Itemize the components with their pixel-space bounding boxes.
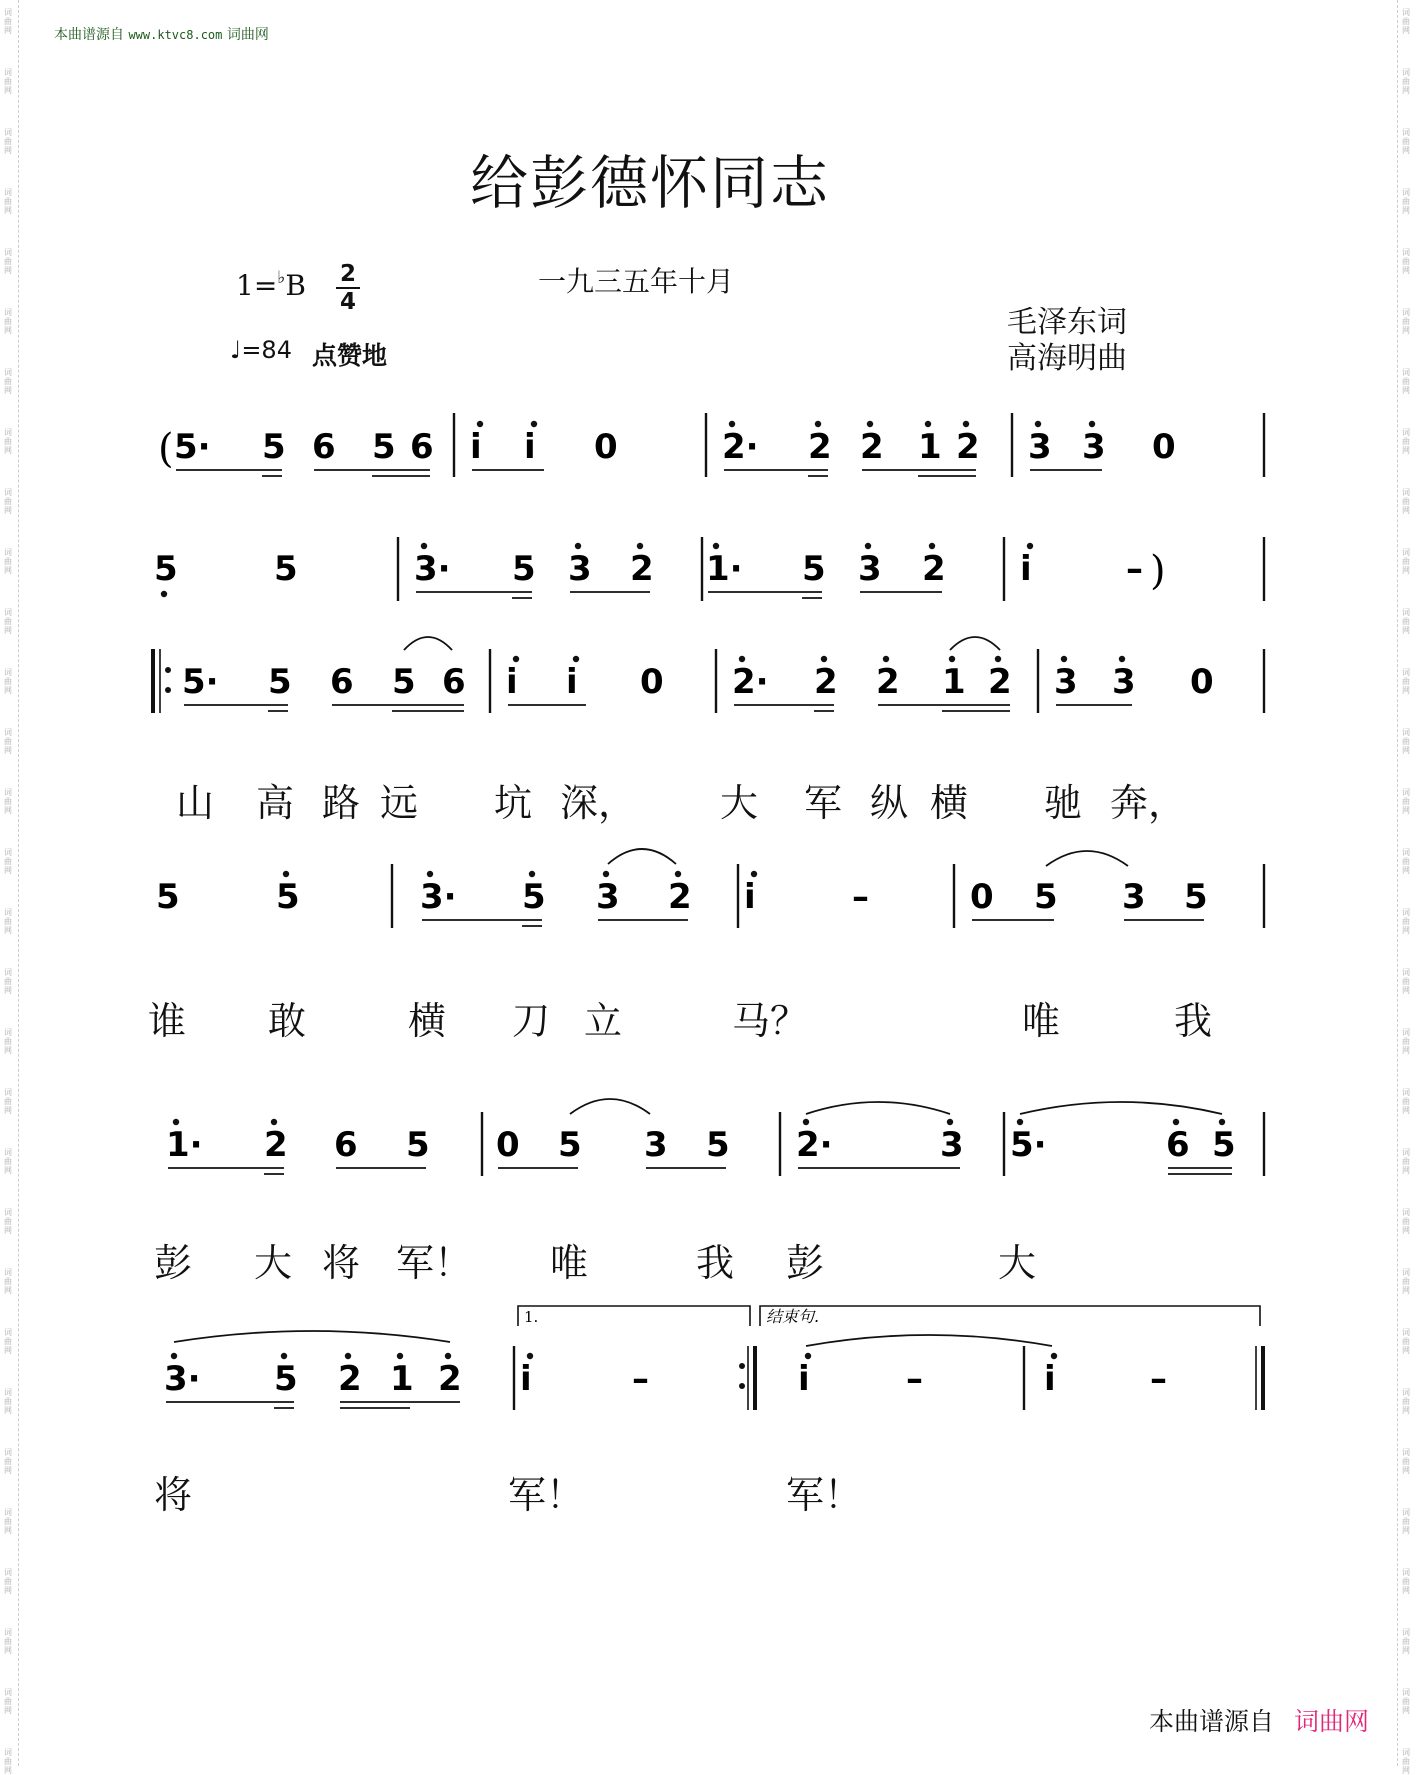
- high-octave-dot: [271, 1119, 277, 1125]
- watermark-text: 词 曲 网: [4, 68, 12, 95]
- lyric-char: 横: [408, 999, 447, 1043]
- dash: –: [906, 1359, 923, 1399]
- date: 一九三五年十月: [538, 265, 735, 298]
- lyric-char: 路: [322, 781, 361, 825]
- lyric-char: 马？: [732, 999, 809, 1043]
- dash: –: [1126, 549, 1143, 589]
- note: 2·: [722, 427, 759, 467]
- note: 0: [970, 877, 994, 917]
- note: i: [798, 1359, 810, 1399]
- slur: [1046, 851, 1128, 866]
- high-octave-dot: [445, 1353, 451, 1359]
- note: 3: [644, 1125, 668, 1165]
- watermark-text: 词 曲 网: [1402, 668, 1410, 695]
- watermark-text: 词 曲 网: [1402, 1208, 1410, 1235]
- note: 0: [640, 662, 664, 702]
- watermark-text: 词 曲 网: [1402, 608, 1410, 635]
- watermark-text: 词 曲 网: [1402, 488, 1410, 515]
- note: 5: [1184, 877, 1208, 917]
- slur: [404, 637, 452, 650]
- watermark-text: 词 曲 网: [1402, 1328, 1410, 1355]
- key-note: B: [285, 269, 306, 302]
- note: 5: [512, 549, 536, 589]
- high-octave-dot: [1219, 1119, 1225, 1125]
- volta-1-bracket: [518, 1306, 750, 1326]
- note: 5·: [174, 427, 211, 467]
- note: 5·: [1010, 1125, 1047, 1165]
- watermark-text: 词 曲 网: [4, 548, 12, 575]
- watermark-text: 词 曲 网: [1402, 1688, 1410, 1715]
- note: 3: [1082, 427, 1106, 467]
- note: 2: [876, 662, 900, 702]
- note: 5: [262, 427, 286, 467]
- high-octave-dot: [397, 1353, 403, 1359]
- high-octave-dot: [1089, 421, 1095, 427]
- high-octave-dot: [1035, 421, 1041, 427]
- high-octave-dot: [815, 421, 821, 427]
- watermark-text: 词 曲 网: [4, 908, 12, 935]
- lyric-char: 敢: [268, 999, 307, 1043]
- lyricist: 毛泽东词: [1007, 305, 1127, 340]
- high-octave-dot: [995, 656, 1001, 662]
- note: 1: [918, 427, 942, 467]
- high-octave-dot: [283, 871, 289, 877]
- watermark-text: 词 曲 网: [4, 128, 12, 155]
- high-octave-dot: [603, 871, 609, 877]
- source-site[interactable]: 词曲网: [226, 27, 269, 43]
- note: 5: [802, 549, 826, 589]
- high-octave-dot: [865, 543, 871, 549]
- high-octave-dot: [531, 421, 537, 427]
- high-octave-dot: [1051, 1353, 1057, 1359]
- note: 5: [522, 877, 546, 917]
- watermark-text: 词 曲 网: [1402, 1628, 1410, 1655]
- note: 0: [594, 427, 618, 467]
- note: 3·: [414, 549, 451, 589]
- note: 3: [568, 549, 592, 589]
- note: 2·: [796, 1125, 833, 1165]
- watermark-text: 词 曲 网: [1402, 1088, 1410, 1115]
- note: 3: [858, 549, 882, 589]
- watermark-text: 词 曲 网: [4, 368, 12, 395]
- lyric-char: 大: [720, 781, 759, 825]
- lyric-char: 将: [154, 1473, 193, 1517]
- note: 5: [274, 1359, 298, 1399]
- note: 0: [1152, 427, 1176, 467]
- watermark-text: 词 曲 网: [4, 1568, 12, 1595]
- note: 5: [156, 877, 180, 917]
- high-octave-dot: [713, 543, 719, 549]
- high-octave-dot: [1027, 543, 1033, 549]
- note: 2: [956, 427, 980, 467]
- lyric-char: 远: [380, 781, 419, 825]
- watermark-text: 词 曲 网: [4, 308, 12, 335]
- note: i: [520, 1359, 532, 1399]
- tempo-mark: ♩=84: [230, 336, 292, 364]
- note: 6: [334, 1125, 358, 1165]
- note: 3: [1054, 662, 1078, 702]
- note: 6: [442, 662, 466, 702]
- high-octave-dot: [739, 656, 745, 662]
- high-octave-dot: [1061, 656, 1067, 662]
- watermark-text: 词 曲 网: [4, 788, 12, 815]
- slur: [570, 1099, 650, 1114]
- lyric-char: 彭: [154, 1241, 193, 1285]
- watermark-text: 词 曲 网: [1402, 848, 1410, 875]
- note: 1: [390, 1359, 414, 1399]
- high-octave-dot: [513, 656, 519, 662]
- key-text: 1=: [236, 269, 278, 302]
- lyric-char: 坑: [494, 781, 533, 825]
- lyric-char: 奔，: [1110, 781, 1187, 825]
- watermark-text: 词 曲 网: [1402, 1268, 1410, 1295]
- high-octave-dot: [1119, 656, 1125, 662]
- watermark-text: 词 曲 网: [4, 1208, 12, 1235]
- lyric-char: 刀: [512, 999, 551, 1043]
- watermark-text: 词 曲 网: [4, 1628, 12, 1655]
- note: i: [744, 877, 756, 917]
- watermark-text: 词 曲 网: [4, 728, 12, 755]
- note: 3: [1112, 662, 1136, 702]
- note: 5: [558, 1125, 582, 1165]
- note: 3: [1122, 877, 1146, 917]
- note: 6: [1166, 1125, 1190, 1165]
- watermark-text: 词 曲 网: [1402, 188, 1410, 215]
- note: i: [524, 427, 536, 467]
- watermark-text: 词 曲 网: [4, 608, 12, 635]
- note: 0: [1190, 662, 1214, 702]
- high-octave-dot: [637, 543, 643, 549]
- time-bottom: 4: [339, 289, 356, 315]
- note: 5: [274, 549, 298, 589]
- flat-sign: ♭: [277, 268, 286, 288]
- note: 0: [496, 1125, 520, 1165]
- watermark-text: 词 曲 网: [4, 488, 12, 515]
- note: 5·: [182, 662, 219, 702]
- repeat-dot: [165, 687, 171, 693]
- note: 1·: [166, 1125, 203, 1165]
- lyric-char: 纵: [870, 781, 909, 825]
- watermark-text: 词 曲 网: [1402, 788, 1410, 815]
- note: 1: [942, 662, 966, 702]
- lyric-char: 横: [930, 781, 969, 825]
- note: 6: [330, 662, 354, 702]
- watermark-text: 词 曲 网: [1402, 428, 1410, 455]
- repeat-dot: [739, 1383, 745, 1389]
- repeat-dot: [165, 667, 171, 673]
- source-prefix: 本曲谱源自: [54, 27, 124, 43]
- slur: [806, 1102, 950, 1114]
- footer-source-site[interactable]: 词曲网: [1294, 1707, 1370, 1736]
- note: 2: [338, 1359, 362, 1399]
- repeat-dot: [739, 1363, 745, 1369]
- watermark-text: 词 曲 网: [1402, 128, 1410, 155]
- note: 5: [268, 662, 292, 702]
- lyric-char: 深，: [560, 781, 637, 825]
- high-octave-dot: [575, 543, 581, 549]
- song-title: 给彭德怀同志: [470, 149, 831, 217]
- watermark-text: 词 曲 网: [4, 1148, 12, 1175]
- note: 2: [814, 662, 838, 702]
- note: 3: [596, 877, 620, 917]
- high-octave-dot: [573, 656, 579, 662]
- watermark-text: 词 曲 网: [1402, 1388, 1410, 1415]
- note: i: [566, 662, 578, 702]
- note: 6: [410, 427, 434, 467]
- watermark-text: 词 曲 网: [1402, 1568, 1410, 1595]
- high-octave-dot: [821, 656, 827, 662]
- watermark-text: 词 曲 网: [4, 1688, 12, 1715]
- high-octave-dot: [867, 421, 873, 427]
- watermark-text: 词 曲 网: [4, 188, 12, 215]
- watermark-text: 词 曲 网: [4, 1088, 12, 1115]
- lyric-char: 高: [256, 781, 295, 825]
- watermark-text: 词 曲 网: [1402, 308, 1410, 335]
- source-footer: [1149, 1702, 1369, 1738]
- high-octave-dot: [421, 543, 427, 549]
- watermark-text: 词 曲 网: [4, 248, 12, 275]
- expression-mark: 点赞地: [312, 341, 388, 370]
- volta-2-bracket: [760, 1306, 1260, 1326]
- note: 5: [406, 1125, 430, 1165]
- lyric-char: 唯: [550, 1241, 589, 1285]
- high-octave-dot: [947, 1119, 953, 1125]
- note: 2: [922, 549, 946, 589]
- dash: –: [1150, 1359, 1167, 1399]
- note: 2: [988, 662, 1012, 702]
- note: 3·: [164, 1359, 201, 1399]
- watermark-text: 词 曲 网: [4, 1388, 12, 1415]
- lyric-char: 谁: [148, 999, 187, 1043]
- watermark-text: 词 曲 网: [1402, 548, 1410, 575]
- watermark-text: 词 曲 网: [1402, 728, 1410, 755]
- note: 5: [392, 662, 416, 702]
- note: 3: [1028, 427, 1052, 467]
- note: 2: [860, 427, 884, 467]
- watermark-text: 词 曲 网: [1402, 908, 1410, 935]
- note: 6: [312, 427, 336, 467]
- footer-source-prefix: 本曲谱源自: [1149, 1707, 1275, 1736]
- watermark-text: 词 曲 网: [4, 848, 12, 875]
- watermark-text: 词 曲 网: [1402, 1448, 1410, 1475]
- lyric-char: 驰: [1044, 781, 1083, 825]
- lyric-char: 立: [584, 999, 623, 1043]
- watermark-text: 词 曲 网: [1402, 1508, 1410, 1535]
- watermark-text: 词 曲 网: [1402, 68, 1410, 95]
- note: 2: [630, 549, 654, 589]
- note: 5: [1034, 877, 1058, 917]
- lyric-char: 彭: [786, 1241, 825, 1285]
- high-octave-dot: [527, 1353, 533, 1359]
- note: 3·: [420, 877, 457, 917]
- slur: [806, 1335, 1052, 1346]
- watermark-text: 词 曲 网: [1402, 8, 1410, 35]
- note: 5: [1212, 1125, 1236, 1165]
- watermark-text: 词 曲 网: [1402, 248, 1410, 275]
- composer: 高海明曲: [1007, 341, 1127, 376]
- watermark-text: 词 曲 网: [1402, 368, 1410, 395]
- high-octave-dot: [883, 656, 889, 662]
- lyric-char: 将: [322, 1241, 361, 1285]
- high-octave-dot: [1173, 1119, 1179, 1125]
- note: i: [1044, 1359, 1056, 1399]
- time-top: 2: [339, 261, 356, 287]
- watermark-text: 词 曲 网: [4, 1268, 12, 1295]
- lyric-char: 军！: [508, 1473, 585, 1517]
- lyric-char: 军: [804, 781, 843, 825]
- slur: [1020, 1102, 1222, 1114]
- watermark-text: 词 曲 网: [4, 1328, 12, 1355]
- note: i: [470, 427, 482, 467]
- watermark-text: 词 曲 网: [4, 428, 12, 455]
- dash: –: [632, 1359, 649, 1399]
- slur: [950, 637, 1000, 650]
- watermark-text: 词 曲 网: [1402, 1148, 1410, 1175]
- note: 2: [438, 1359, 462, 1399]
- high-octave-dot: [171, 1353, 177, 1359]
- lyric-char: 军！: [786, 1473, 863, 1517]
- watermark-text: 词 曲 网: [4, 8, 12, 35]
- source-url[interactable]: www.ktvc8.com: [128, 28, 223, 42]
- note: 5: [276, 877, 300, 917]
- high-octave-dot: [173, 1119, 179, 1125]
- watermark-text: 词 曲 网: [1402, 1748, 1410, 1775]
- dash: –: [852, 877, 869, 917]
- note: 2·: [732, 662, 769, 702]
- lyric-char: 唯: [1022, 999, 1061, 1043]
- high-octave-dot: [427, 871, 433, 877]
- volta-2-label: 结束句.: [766, 1307, 820, 1326]
- watermark-text: 词 曲 网: [4, 1448, 12, 1475]
- lyric-char: 大: [254, 1241, 293, 1285]
- high-octave-dot: [529, 871, 535, 877]
- volta-1-label: 1.: [524, 1308, 539, 1326]
- lyric-char: 大: [998, 1241, 1037, 1285]
- lyric-char: 我: [1174, 999, 1213, 1043]
- watermark-text: 词 曲 网: [4, 968, 12, 995]
- slur: [174, 1331, 450, 1342]
- high-octave-dot: [675, 871, 681, 877]
- note: 5: [154, 549, 178, 589]
- note: 2: [808, 427, 832, 467]
- paren: (: [158, 426, 174, 472]
- note: i: [1020, 549, 1032, 589]
- watermark-text: 词 曲 网: [4, 668, 12, 695]
- paren: ): [1150, 548, 1166, 594]
- high-octave-dot: [1017, 1119, 1023, 1125]
- note: 3: [940, 1125, 964, 1165]
- high-octave-dot: [345, 1353, 351, 1359]
- watermark-text: 词 曲 网: [4, 1028, 12, 1055]
- high-octave-dot: [949, 656, 955, 662]
- note: 2: [264, 1125, 288, 1165]
- high-octave-dot: [477, 421, 483, 427]
- watermark-text: 词 曲 网: [1402, 968, 1410, 995]
- slur: [608, 849, 676, 864]
- note: 5: [706, 1125, 730, 1165]
- note: i: [506, 662, 518, 702]
- high-octave-dot: [729, 421, 735, 427]
- note: 5: [372, 427, 396, 467]
- high-octave-dot: [751, 871, 757, 877]
- watermark-text: 词 曲 网: [4, 1508, 12, 1535]
- high-octave-dot: [805, 1353, 811, 1359]
- lyric-char: 我: [696, 1241, 735, 1285]
- lyric-char: 山: [176, 781, 215, 825]
- lyric-char: 军！: [396, 1241, 473, 1285]
- high-octave-dot: [281, 1353, 287, 1359]
- watermark-text: 词 曲 网: [4, 1748, 12, 1775]
- high-octave-dot: [803, 1119, 809, 1125]
- watermark-text: 词 曲 网: [1402, 1028, 1410, 1055]
- high-octave-dot: [929, 543, 935, 549]
- note: 1·: [706, 549, 743, 589]
- high-octave-dot: [925, 421, 931, 427]
- low-octave-dot: [161, 591, 167, 597]
- high-octave-dot: [963, 421, 969, 427]
- note: 2: [668, 877, 692, 917]
